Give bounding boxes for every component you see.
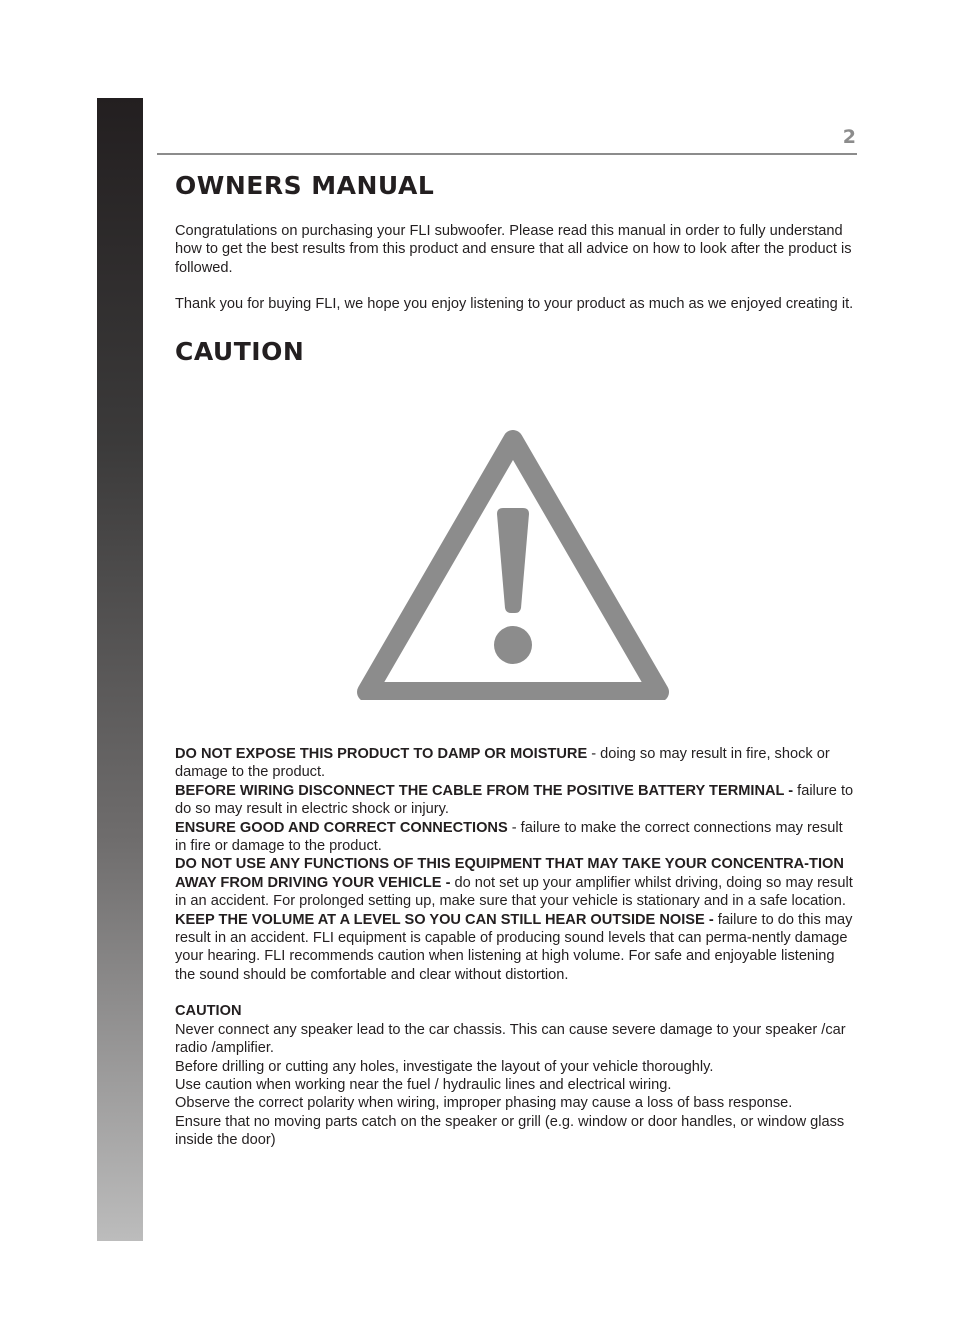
caution-note-line: Observe the correct polarity when wiring, improper phasing may cause a loss of bass response. (175, 1095, 793, 1112)
caution-note-line: Ensure that no moving parts catch on the speaker or grill (e.g. window or door handles, or window glass inside the door) (175, 1113, 845, 1149)
warning-item (175, 782, 857, 819)
warning-item (175, 819, 857, 856)
caution-title: CAUTION (175, 336, 305, 366)
caution-notes-heading: CAUTION (175, 1003, 242, 1020)
warning-heading: ENSURE GOOD AND CORRECT CONNECTIONS (175, 819, 508, 836)
warning-text: - doing so may result in fire, shock or damage to the product. (175, 746, 830, 781)
header-rule (157, 153, 857, 155)
warning-triangle-icon (357, 430, 669, 700)
warning-item (175, 745, 857, 782)
owners-manual-title: OWNERS MANUAL (175, 171, 435, 200)
warning-heading: BEFORE WIRING DISCONNECT THE CABLE FROM THE POSITIVE BATTERY TERMINAL - (175, 782, 794, 799)
side-bar (97, 98, 143, 1241)
warning-heading: DO NOT USE ANY FUNCTIONS OF THIS EQUIPMENT THAT MAY TAKE YOUR CONCENTRA-TION AWAY FROM DRIVING YOUR VEHICLE - (175, 856, 844, 891)
warning-item (175, 855, 857, 910)
warning-heading: KEEP THE VOLUME AT A LEVEL SO YOU CAN STILL HEAR OUTSIDE NOISE - (175, 911, 714, 928)
warning-text: failure to do so may result in electric shock or injury. (175, 782, 854, 818)
intro-paragraph-1: Congratulations on purchasing your FLI subwoofer. Please read this manual in order to fully understand how to get the best results from this product and ensure that all advice on how to look after the product is followed. (175, 223, 852, 276)
warnings-section (175, 745, 857, 1150)
warning-text: - failure to make the correct connections may result in fire or damage to the product. (175, 819, 843, 855)
caution-note-line: Never connect any speaker lead to the car chassis. This can cause severe damage to your speaker /car radio /amplifier. (175, 1021, 846, 1057)
caution-notes (175, 1002, 857, 1149)
warning-heading: DO NOT EXPOSE THIS PRODUCT TO DAMP OR MOISTURE (175, 746, 588, 762)
warning-item (175, 911, 857, 985)
intro-section (175, 168, 857, 370)
caution-note-line: Use caution when working near the fuel / hydraulic lines and electrical wiring. (175, 1076, 672, 1093)
intro-paragraph-2: Thank you for buying FLI, we hope you enjoy listening to your product as much as we enjoyed creating it. (175, 296, 854, 313)
warning-text: do not set up your amplifier whilst driving, doing so may result in an accident. For prolonged setting up, make sure that your vehicle is stationary and in a safe location. (175, 874, 853, 910)
warning-text: failure to do this may result in an accident. FLI equipment is capable of producing sound levels that can perma-nently damage your hearing. FLI recommends caution when listening at high volume. For safe and enjoyable listening the sound should be comfortable and clear without distortion. (175, 911, 853, 983)
page-number: 2 (842, 126, 856, 148)
caution-note-line: Before drilling or cutting any holes, investigate the layout of your vehicle thoroughly. (175, 1058, 714, 1075)
